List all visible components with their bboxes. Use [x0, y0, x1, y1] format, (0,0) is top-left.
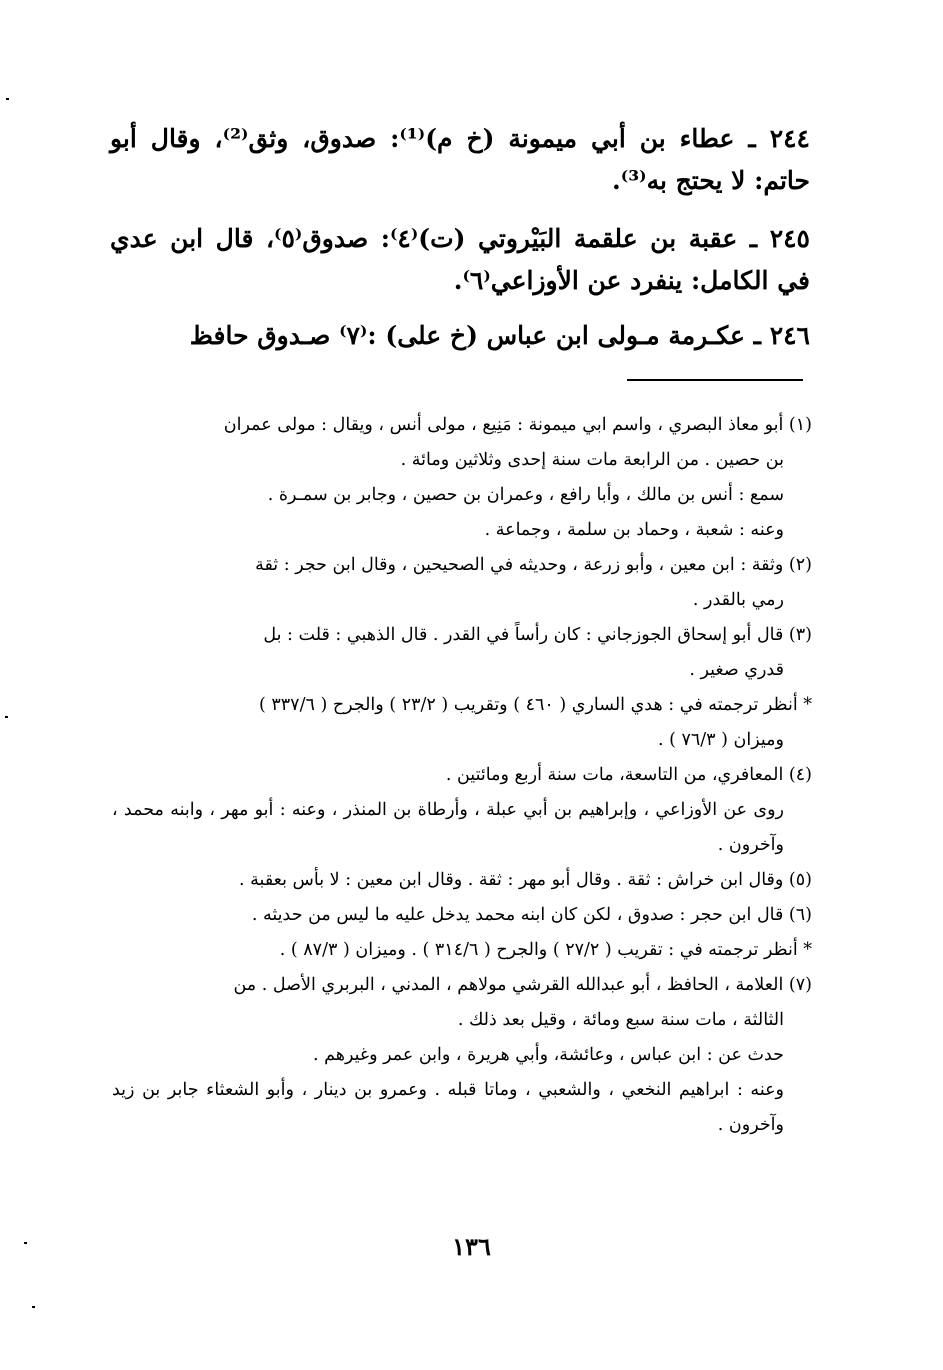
footnote-5	[112, 863, 812, 898]
footnote-2-text: (٢) وثقة : ابن معين ، وأبو زرعة ، وحديثه في الصحيحين ، وقال ابن حجر : ثقة	[255, 555, 812, 575]
footnote-5-text: (٥) وقال ابن خراش : ثقة . وقال أبو مهر : ثقة . وقال ابن معين : لا بأس بعقبة .	[239, 870, 812, 890]
footnote-7-narrated-from: حدث عن : ابن عباس ، وعائشة، وأبي هريرة ، وابن عمر وغيرهم .	[312, 1045, 784, 1065]
footnotes	[112, 408, 812, 1143]
footnote-see-2-text: * أنظر ترجمته في : تقريب ( ٢٧/٢ ) والجرح ( ٣١٤/٦ ) . وميزان ( ٨٧/٣ ) .	[279, 940, 812, 960]
footnote-3-text: (٣) قال أبو إسحاق الجوزجاني : كان رأساً في القدر . قال الذهبي : قلت : بل	[263, 625, 812, 645]
entry-246: ٢٤٦ ـ عكـرمة مـولى ابن عباس (خ على) :⁽٧⁾ صـدوق حافظ	[189, 321, 810, 350]
footnote-6-text: (٦) قال ابن حجر : صدوق ، لكن كان ابنه محمد يدخل عليه ما ليس من حديثه .	[251, 905, 812, 925]
footnote-4	[112, 758, 812, 793]
footnote-1-text: (١) أبو معاذ البصري ، واسم ابي ميمونة : مَنِيع ، مولى أنس ، ويقال : مولى عمران	[223, 415, 812, 435]
footnote-1-heard: سمع : أنس بن مالك ، وأبا رافع ، وعمران بن حصين ، وجابر بن سمـرة .	[267, 485, 784, 505]
footnote-1-from: وعنه : شعبة ، وحماد بن سلمة ، وجماعة .	[484, 520, 784, 540]
scan-speck	[5, 716, 8, 718]
entry-245: ٢٤٥ ـ عقبة بن علقمة البَيْروتي (ت)⁽٤⁾: صدوق⁽٥⁾، قال ابن عدي في الكامل: ينفرد عن الأوزاعي⁽٦⁾.	[110, 224, 810, 295]
page-number: ١٣٦	[452, 1232, 491, 1261]
scan-speck	[6, 98, 9, 100]
footnote-7-cont: الثالثة ، مات سنة سبع ومائة ، وقيل بعد ذلك .	[457, 1010, 784, 1030]
footnote-2-cont: رمي بالقدر .	[692, 590, 784, 610]
footnote-separator	[627, 379, 803, 381]
footnote-see-1-cont: وميزان ( ٧٦/٣ ) .	[657, 730, 784, 750]
footnote-see-2	[112, 933, 812, 968]
footnote-4-text: (٤) المعافري، من التاسعة، مات سنة أربع ومائتين .	[445, 765, 812, 785]
footnote-7-text: (٧) العلامة ، الحافظ ، أبو عبدالله القرشي مولاهم ، المدني ، البربري الأصل . من	[233, 975, 812, 995]
footnote-3	[112, 618, 812, 688]
footnote-2	[112, 548, 812, 618]
footnote-1	[112, 408, 812, 478]
footnote-4-narrated: روى عن الأوزاعي ، وإبراهيم بن أبي عبلة ، وأرطاة بن المنذر ، وعنه : أبو مهر ، وابنه محمد ، وآخرون .	[112, 800, 784, 855]
footnote-see-1-text: * أنظر ترجمته في : هدي الساري ( ٤٦٠ ) وتقريب ( ٢٣/٢ ) والجرح ( ٣٣٧/٦ )	[258, 695, 812, 715]
footnote-1-cont: بن حصين . من الرابعة مات سنة إحدى وثلاثين ومائة .	[400, 450, 784, 470]
footnote-7	[112, 968, 812, 1038]
footnote-6	[112, 898, 812, 933]
scan-speck	[24, 1242, 27, 1244]
footnote-see-1	[112, 688, 812, 758]
scan-speck	[32, 1306, 35, 1308]
footnote-7-students: وعنه : ابراهيم النخعي ، والشعبي ، وماتا قبله . وعمرو بن دينار ، وأبو الشعثاء جابر بن زيد وآخرون .	[112, 1080, 784, 1135]
footnote-3-cont: قدري صغير .	[689, 660, 784, 680]
entry-244: ٢٤٤ ـ عطاء بن أبي ميمونة (خ م)⁽¹⁾: صدوق، وثق⁽²⁾، وقال أبو حاتم: لا يحتج به⁽³⁾.	[110, 124, 810, 195]
